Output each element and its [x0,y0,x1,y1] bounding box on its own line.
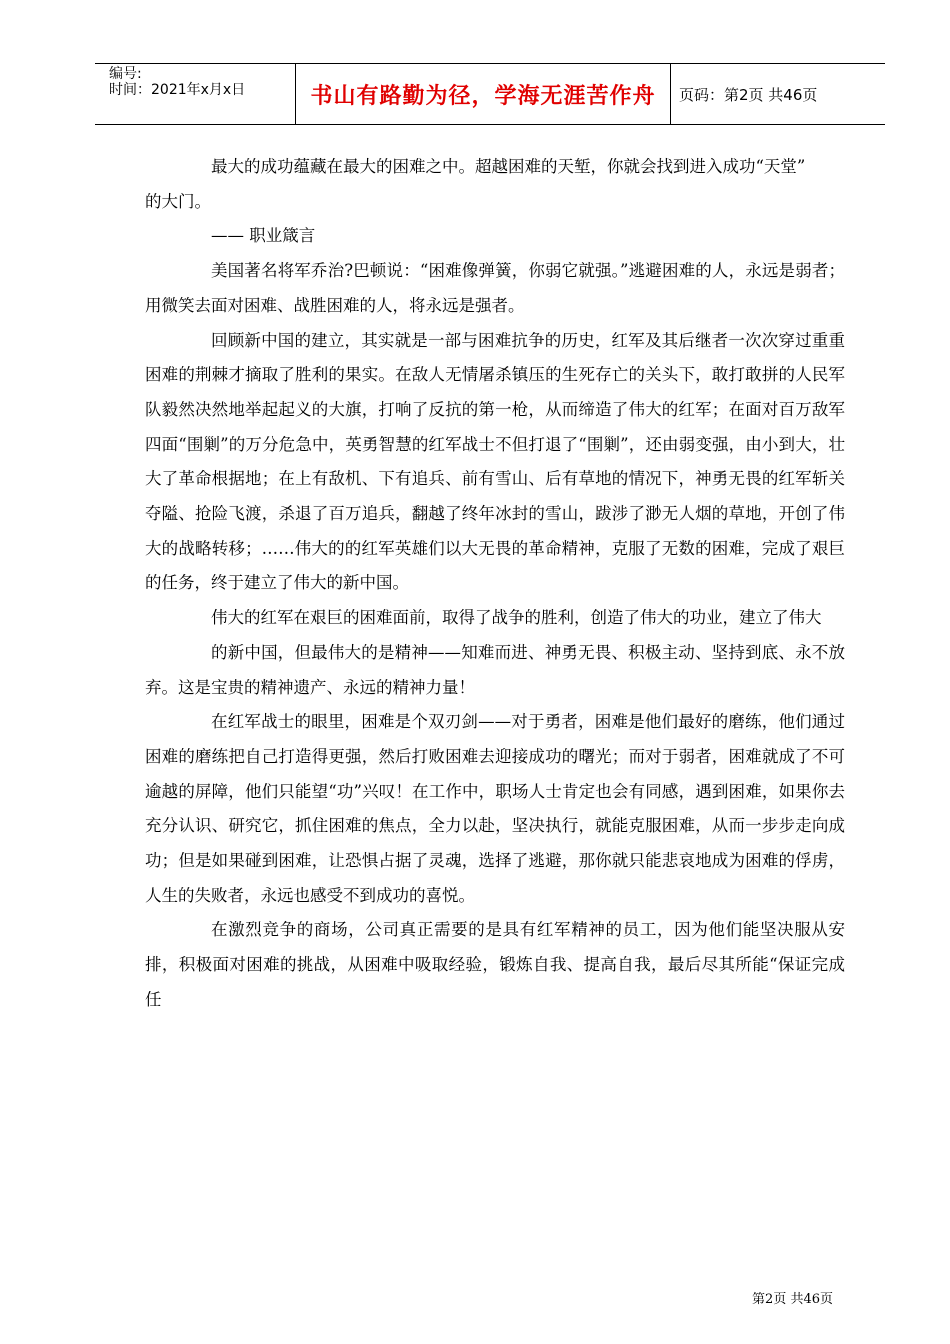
document-number-label: 编号: [109,66,142,82]
header-page-info: 页码：第2页 共46页 [679,85,818,104]
page-footer-number: 第2页 共46页 [752,1292,833,1307]
paragraph: 最大的成功蕴藏在最大的困难之中。超越困难的天堑，你就会找到进入成功“天堂” [211,157,806,176]
paragraph: 在红军战士的眼里，困难是个双刃剑——对于勇者，困难是他们最好的磨练，他们通过困难的磨练把自己打造得更强，然后打败困难去迎接成功的曙光；而对于弱者，困难就成了不可逾越的屏障，他们只能望“功”兴叹！在工作中，职场人士肯定也会有同感，遇到困难，如果你去充分认识、研究它，抓住困难的焦点，全力以赴，坚决执行，就能克服困难，从而一步步走向成功；但是如果碰到困难，让恐惧占据了灵魂，选择了逃避，那你就只能悲哀地成为困难的俘虏，人生的失败者，永远也感受不到成功的喜悦。 [145,712,845,905]
paragraph-attribution: —— 职业箴言 [211,226,316,246]
document-time-label: 时间：2021年x月x日 [109,82,246,98]
header-slogan: 书山有路勤为径，学海无涯苦作舟 [310,83,656,109]
paragraph: 的大门。 [145,191,211,211]
paragraph: 在激烈竞争的商场，公司真正需要的是具有红军精神的员工，因为他们能坚决服从安排，积极面对困难的挑战，从困难中吸取经验，锻炼自我、提高自我，最后尽其所能“保证完成任 [145,920,845,1009]
paragraph: 伟大的红军在艰巨的困难面前，取得了战争的胜利，创造了伟大的功业，建立了伟大 [211,608,822,628]
header-meta [101,64,295,124]
paragraph: 回顾新中国的建立，其实就是一部与困难抗争的历史，红军及其后继者一次次穿过重重困难的荆棘才摘取了胜利的果实。在敌人无情屠杀镇压的生死存亡的关头下，敢打敢拼的人民军队毅然决然地举起起义的大旗，打响了反抗的第一枪，从而缔造了伟大的红军；在面对百万敌军四面“围剿”的万分危急中，英勇智慧的红军战士不但打退了“围剿”，还由弱变强，由小到大，壮大了革命根据地；在上有敌机、下有追兵、前有雪山、后有草地的情况下，神勇无畏的红军斩关夺隘、抢险飞渡，杀退了百万追兵，翻越了终年冰封的雪山，跋涉了渺无人烟的草地，开创了伟大的战略转移；……伟大的的红军英雄们以大无畏的革命精神，克服了无数的困难，完成了艰巨的任务，终于建立了伟大的新中国。 [145,330,845,593]
paragraph: 美国著名将军乔治?巴顿说：“困难像弹簧，你弱它就强。”逃避困难的人，永远是弱者；用微笑去面对困难、战胜困难的人，将永远是强者。 [145,261,845,315]
header-divider [670,64,671,124]
paragraph: 的新中国，但最伟大的是精神——知难而进、神勇无畏、积极主动、坚持到底、永不放弃。这是宝贵的精神遗产、永远的精神力量！ [145,642,845,697]
page-header [95,63,885,125]
document-body [145,150,845,1018]
